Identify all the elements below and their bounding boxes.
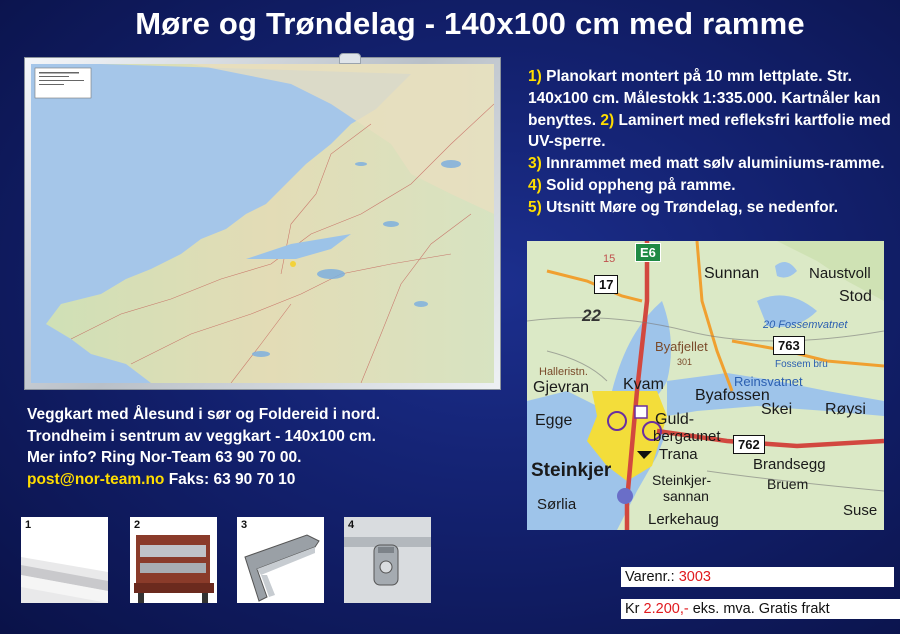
road-17-shield: 17 bbox=[594, 275, 618, 294]
place-guldbergaunet-2: bergaunet bbox=[653, 428, 721, 445]
place-steinkjer: Steinkjer bbox=[531, 460, 612, 481]
price-prefix: Kr bbox=[625, 601, 644, 617]
point-5-text: Utsnitt Møre og Trøndelag, se nedenfor. bbox=[541, 198, 839, 216]
point-2-number: 2) bbox=[600, 111, 615, 129]
foam-board-icon bbox=[21, 517, 108, 603]
place-skei: Skei bbox=[761, 401, 793, 418]
email-link[interactable]: post@nor-team.no bbox=[27, 470, 165, 488]
place-steinkjersannan-1: Steinkjer- bbox=[652, 472, 712, 488]
info-line-4 bbox=[27, 469, 507, 491]
place-sorlia: Sørlia bbox=[537, 496, 577, 513]
product-description bbox=[528, 66, 900, 219]
wall-map-frame bbox=[24, 57, 501, 390]
place-reinsvatnet: Reinsvatnet bbox=[734, 374, 803, 389]
frame-hanger-tab bbox=[339, 53, 361, 64]
map-number-22: 22 bbox=[582, 306, 601, 325]
road-15-label: 15 bbox=[603, 253, 616, 265]
place-bruem: Bruem bbox=[767, 476, 809, 492]
place-fossemvatnet: 20 Fossemvatnet bbox=[763, 319, 848, 331]
place-sunnan: Sunnan bbox=[704, 265, 760, 282]
thumbnail-2-number: 2 bbox=[134, 519, 141, 531]
info-line-2: Trondheim i sentrum av veggkart - 140x100 cm. bbox=[27, 427, 376, 445]
place-lerkehaug: Lerkehaug bbox=[648, 511, 719, 528]
thumbnail-1 bbox=[21, 517, 108, 603]
point-4-text: Solid oppheng på ramme. bbox=[541, 176, 736, 194]
point-1-text: Planokart montert på 10 mm lettplate. Str. 140x100 cm. Målestokk 1:335.000. Kartnåler kan benyttes. bbox=[528, 68, 881, 129]
contact-info bbox=[27, 404, 507, 490]
place-guldbergaunet-1: Guld- bbox=[655, 411, 695, 428]
thumbnail-3-number: 3 bbox=[241, 519, 248, 531]
place-gjevran: Gjevran bbox=[533, 379, 590, 396]
thumbnail-3 bbox=[237, 517, 324, 603]
road-763-shield: 763 bbox=[773, 336, 805, 355]
place-stod: Stod bbox=[839, 288, 872, 305]
thumbnail-4-number: 4 bbox=[348, 519, 355, 531]
point-3-number: 3) bbox=[528, 155, 542, 173]
item-number-box bbox=[621, 567, 894, 587]
thumbnail-2 bbox=[130, 517, 217, 603]
place-suse: Suse bbox=[843, 502, 878, 519]
price-value: 2.200,- bbox=[643, 601, 689, 617]
place-steinkjersannan-2: sannan bbox=[663, 488, 709, 504]
point-2-text: Laminert med refleksfri kartfolie med UV-sperre. bbox=[528, 111, 891, 151]
place-byafossen: Byafossen bbox=[695, 387, 770, 404]
point-4-number: 4) bbox=[528, 176, 542, 194]
place-byafjellet: Byafjellet bbox=[655, 339, 708, 354]
road-762-shield: 762 bbox=[733, 435, 765, 454]
byafjellet-height: 301 bbox=[677, 357, 693, 367]
page-title: Møre og Trøndelag - 140x100 cm med ramme bbox=[135, 6, 805, 41]
road-e6-shield: E6 bbox=[635, 243, 661, 262]
frame-hanger-icon bbox=[344, 517, 431, 603]
item-number-label: Varenr.: bbox=[625, 569, 679, 585]
price-suffix: eks. mva. Gratis frakt bbox=[688, 601, 830, 617]
point-5-number: 5) bbox=[528, 198, 542, 216]
detail-map-excerpt bbox=[527, 241, 884, 530]
place-halleristn: Halleristn. bbox=[539, 366, 588, 378]
point-3-text: Innrammet med matt sølv aluminiums-ramme. bbox=[541, 155, 885, 173]
aluminium-frame-icon bbox=[237, 517, 324, 603]
place-brandsegg: Brandsegg bbox=[753, 456, 826, 473]
info-line-3: Mer info? Ring Nor-Team 63 90 70 00. bbox=[27, 449, 302, 466]
place-kvam: Kvam bbox=[623, 376, 664, 393]
laminating-machine-icon bbox=[130, 517, 217, 603]
place-trana: Trana bbox=[659, 446, 698, 463]
place-egge: Egge bbox=[535, 412, 573, 429]
place-royssi: Røysi bbox=[825, 401, 866, 418]
place-fossem-bru: Fossem bru bbox=[775, 359, 828, 370]
wall-map-graphic bbox=[31, 64, 494, 383]
fax-number: Faks: 63 90 70 10 bbox=[164, 470, 296, 488]
point-1-number: 1) bbox=[528, 68, 542, 85]
info-line-1: Veggkart med Ålesund i sør og Foldereid i nord. bbox=[27, 406, 381, 423]
item-number-value: 3003 bbox=[678, 569, 711, 585]
place-naustvoll: Naustvoll bbox=[809, 265, 871, 282]
thumbnail-4 bbox=[344, 517, 431, 603]
price-box bbox=[621, 599, 900, 619]
wall-map-image bbox=[31, 64, 494, 383]
thumbnail-1-number: 1 bbox=[25, 519, 32, 531]
